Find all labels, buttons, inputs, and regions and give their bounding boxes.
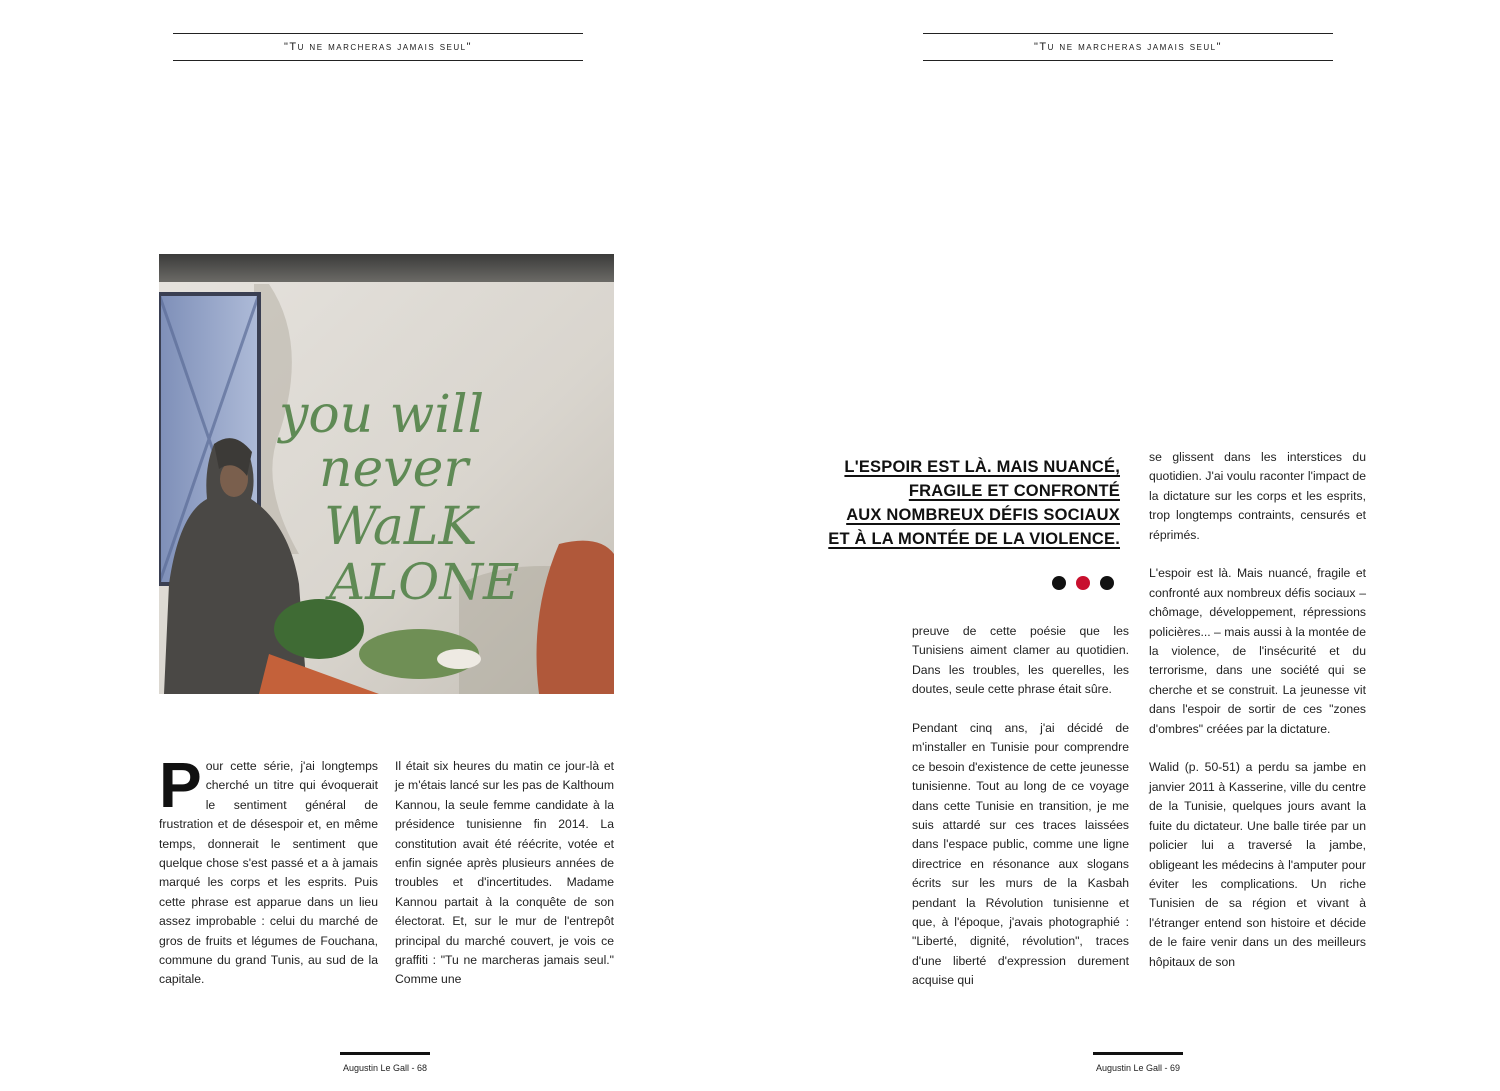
body-column-4 bbox=[1149, 448, 1366, 972]
body-column-3 bbox=[912, 622, 1129, 991]
photo-graffiti-wall bbox=[159, 254, 614, 694]
footer-rule bbox=[340, 1052, 430, 1055]
pull-quote-line-4: ET À LA MONTÉE DE LA VIOLENCE. bbox=[828, 530, 1120, 548]
pull-quote-line-1: L'ESPOIR EST LÀ. MAIS NUANCÉ, bbox=[844, 458, 1120, 476]
dot-2 bbox=[1076, 576, 1090, 590]
pull-quote-line-3: AUX NOMBREUX DÉFIS SOCIAUX bbox=[846, 506, 1120, 524]
pull-quote-line-2: FRAGILE ET CONFRONTÉ bbox=[908, 482, 1120, 500]
body-column-2 bbox=[395, 757, 614, 990]
graffiti-line-1: you will bbox=[279, 385, 485, 445]
graffiti-line-4: ALONE bbox=[329, 553, 520, 611]
column-4-paragraph-3: Walid (p. 50-51) a perdu sa jambe en janvier 2011 à Kasserine, ville du centre de la Tunisie, quelques jours avant la fuite du dictateur. Une balle tirée par un policier lui a traversé la jambe, obligeant les médecins à l'amputer pour éviter les complications. Un riche Tunisien de sa région et vivant à l'étranger entend son histoire et décide de le faire venir dans un des meilleurs hôpitaux de son bbox=[1149, 760, 1366, 969]
page-number-left: Augustin Le Gall - 68 bbox=[342, 1063, 428, 1073]
dot-3 bbox=[1100, 576, 1114, 590]
dropcap: P bbox=[159, 749, 202, 821]
running-header-right: "Tu ne marcheras jamais seul" bbox=[923, 33, 1333, 61]
decorative-dots bbox=[1052, 576, 1114, 590]
column-4-paragraph-2: L'espoir est là. Mais nuancé, fragile et confronté aux nombreux défis sociaux – chômage, développement, répressions policières... – mais aussi à la montée de la violence, de l'insécurité et du terrorisme, dans une société qui se cherche et se construit. La jeunesse vit dans l'espoir de sortir de ces "zones d'ombres" créées par la dictature. bbox=[1149, 566, 1366, 736]
graffiti-line-2: never bbox=[319, 439, 469, 499]
footer-right bbox=[1093, 1052, 1183, 1073]
running-header-left: "Tu ne marcheras jamais seul" bbox=[173, 33, 583, 61]
footer-left bbox=[340, 1052, 430, 1073]
dot-1 bbox=[1052, 576, 1066, 590]
right-page bbox=[750, 0, 1500, 1091]
column-3-paragraph-1: preuve de cette poésie que les Tunisiens aiment clamer au quotidien. Dans les troubles, les querelles, les doutes, seule cette phrase était sûre. bbox=[912, 624, 1129, 697]
column-2-text: Il était six heures du matin ce jour-là et je m'étais lancé sur les pas de Kalthoum Kannou, la seule femme candidate à la présidence tunisienne fin 2014. La constitution avait été réécrite, votée et enfin signée après plusieurs années de troubles et d'incertitudes. Madame Kannou partait à la conquête de son électorat. Et, sur le mur de l'entrepôt principal du marché couvert, je vois ce graffiti : "Tu ne marcheras jamais seul." Comme une bbox=[395, 759, 614, 987]
graffiti-line-3: WaLK bbox=[324, 497, 478, 557]
footer-rule bbox=[1093, 1052, 1183, 1055]
column-4-paragraph-1: se glissent dans les interstices du quotidien. J'ai voulu raconter l'impact de la dictature sur les corps et les esprits, trop longtemps contraints, censurés et réprimés. bbox=[1149, 450, 1366, 542]
pull-quote bbox=[820, 455, 1120, 551]
photo-illustration bbox=[159, 254, 614, 694]
body-column-1 bbox=[159, 749, 378, 990]
page-number-right: Augustin Le Gall - 69 bbox=[1095, 1063, 1181, 1073]
column-1-text: our cette série, j'ai longtemps cherché un titre qui évoquerait le sentiment général de frustration et de désespoir et, en même temps, donnerait le sentiment que quelque chose s'est passé et a à jamais marqué les corps et les esprits. Puis cette phrase est apparue dans un lieu assez improbable : celui du marché de gros de fruits et légumes de Fouchana, commune du grand Tunis, au sud de la capitale. bbox=[159, 759, 378, 987]
column-3-paragraph-2: Pendant cinq ans, j'ai décidé de m'installer en Tunisie pour comprendre ce besoin d'existence de cette jeunesse tunisienne. Tout au long de ce voyage dans cette Tunisie en transition, je me suis attardé sur ces traces laissées dans l'espace public, comme une ligne directrice en résonance aux slogans écrits sur les murs de la Kasbah pendant la Révolution tunisienne et que, à l'époque, j'avais photographié : "Liberté, dignité, révolution", traces d'une liberté d'expression durement acquise qui bbox=[912, 721, 1129, 988]
